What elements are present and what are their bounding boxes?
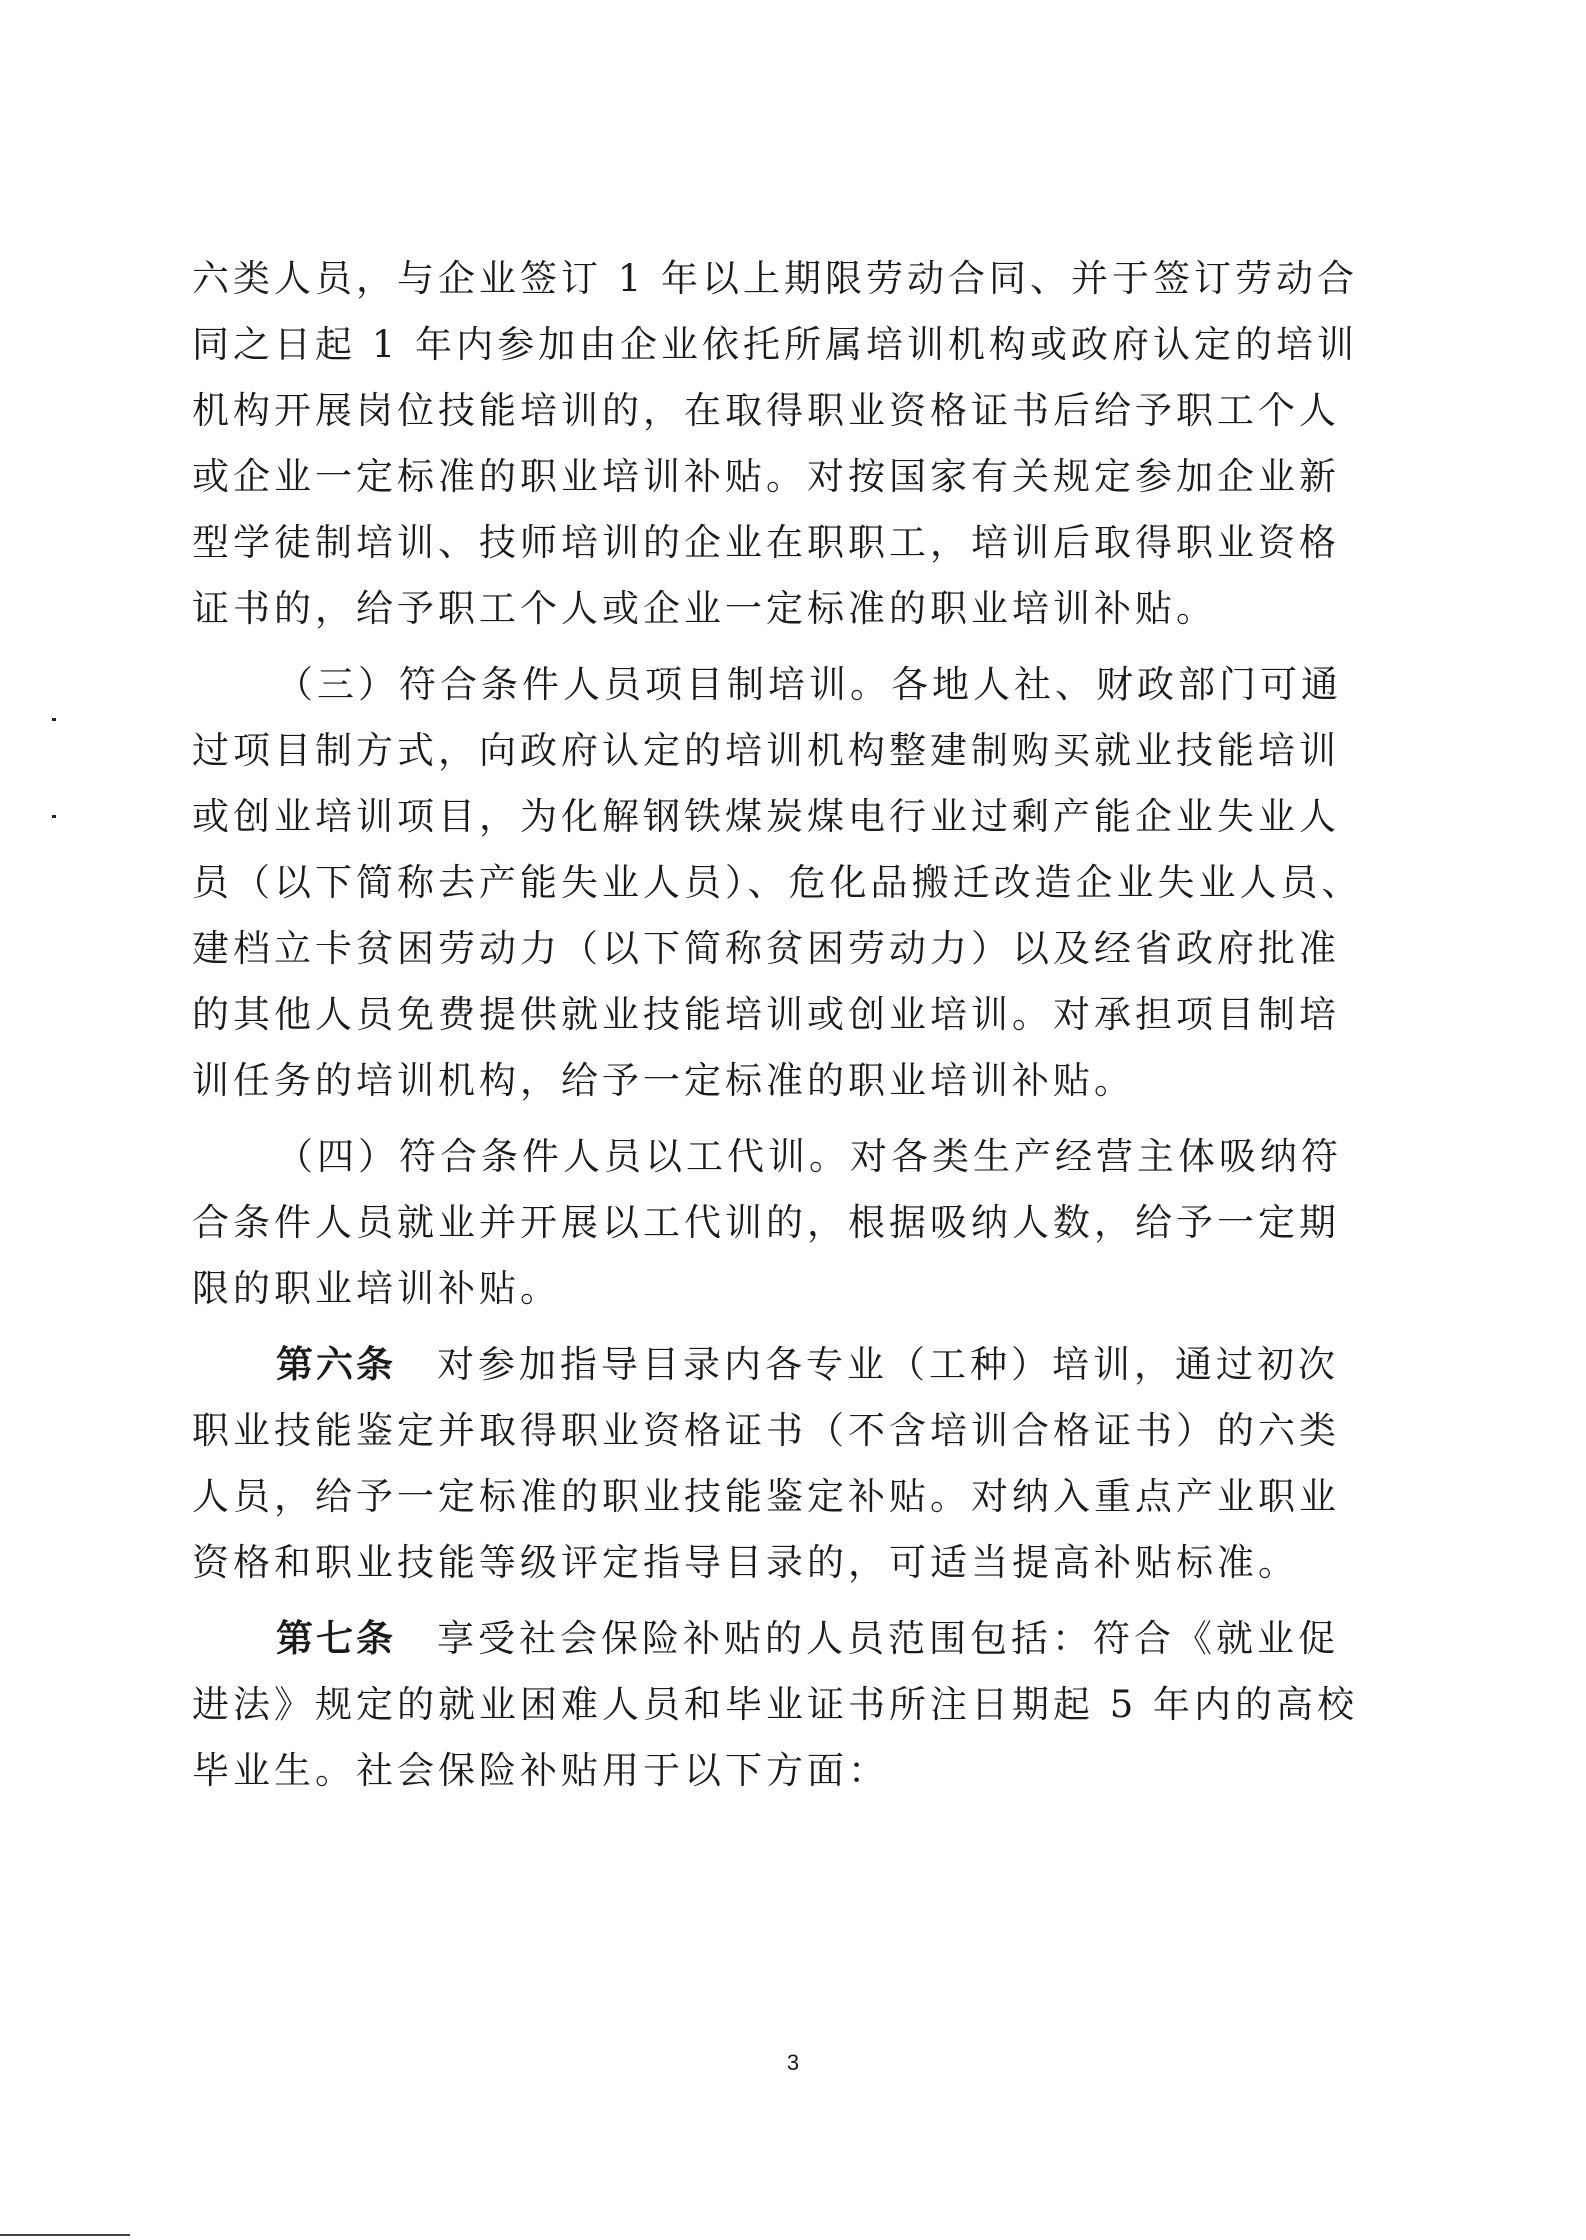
text-line: 证书的，给予职工个人或企业一定标准的职业培训补贴。 bbox=[192, 587, 1217, 630]
article-7-heading: 第七条 bbox=[276, 1617, 396, 1660]
document-body bbox=[192, 246, 1392, 1804]
text-line: 员（以下简称去产能失业人员）、危化品搬迁改造企业失业人员、 bbox=[192, 861, 1363, 904]
text-line: 的其他人员免费提供就业技能培训或创业培训。对承担项目制培 bbox=[192, 993, 1340, 1036]
text-line: 或企业一定标准的职业培训补贴。对按国家有关规定参加企业新 bbox=[192, 455, 1340, 498]
text-line: 同之日起 1 年内参加由企业依托所属培训机构或政府认定的培训 bbox=[192, 323, 1359, 366]
text-line: 人员，给予一定标准的职业技能鉴定补贴。对纳入重点产业职业 bbox=[192, 1475, 1340, 1518]
text-line: 六类人员，与企业签订 1 年以上期限劳动合同、并于签订劳动合 bbox=[192, 257, 1359, 300]
paragraph-first-line bbox=[192, 1332, 1392, 1398]
text-line: 合条件人员就业并开展以工代训的，根据吸纳人数，给予一定期 bbox=[192, 1201, 1340, 1244]
text-line: 或创业培训项目，为化解钢铁煤炭煤电行业过剩产能企业失业人 bbox=[192, 795, 1340, 838]
text-line: 过项目制方式，向政府认定的培训机构整建制购买就业技能培训 bbox=[192, 729, 1340, 772]
text-line: 训任务的培训机构，给予一定标准的职业培训补贴。 bbox=[192, 1059, 1135, 1102]
text-line: 限的职业培训补贴。 bbox=[192, 1267, 561, 1310]
text-line: 建档立卡贫困劳动力（以下简称贫困劳动力）以及经省政府批准 bbox=[192, 927, 1340, 970]
text-line: 进法》规定的就业困难人员和毕业证书所注日期起 5 年内的高校 bbox=[192, 1683, 1359, 1726]
text-line: 享受社会保险补贴的人员范围包括：符合《就业促 bbox=[437, 1617, 1339, 1660]
margin-mark bbox=[52, 718, 56, 721]
text-line: 对参加指导目录内各专业（工种）培训，通过初次 bbox=[437, 1343, 1339, 1386]
text-line: 机构开展岗位技能培训的，在取得职业资格证书后给予职工个人 bbox=[192, 389, 1340, 432]
text-line: 型学徒制培训、技师培训的企业在职职工，培训后取得职业资格 bbox=[192, 521, 1340, 564]
text-line: 毕业生。社会保险补贴用于以下方面： bbox=[192, 1749, 889, 1792]
scan-edge-rule bbox=[0, 2234, 130, 2236]
article-6-heading: 第六条 bbox=[276, 1343, 396, 1386]
page-number: 3 bbox=[786, 2050, 800, 2075]
paragraph-first-line bbox=[192, 1606, 1392, 1672]
paragraph-first-line bbox=[192, 652, 1392, 718]
paragraph-first-line bbox=[192, 1124, 1392, 1190]
margin-mark bbox=[52, 815, 56, 818]
text-line: 资格和职业技能等级评定指导目录的，可适当提高补贴标准。 bbox=[192, 1541, 1299, 1584]
text-line: （四）符合条件人员以工代训。对各类生产经营主体吸纳符 bbox=[276, 1135, 1342, 1178]
text-line: （三）符合条件人员项目制培训。各地人社、财政部门可通 bbox=[276, 663, 1342, 706]
text-line: 职业技能鉴定并取得职业资格证书（不含培训合格证书）的六类 bbox=[192, 1409, 1340, 1452]
